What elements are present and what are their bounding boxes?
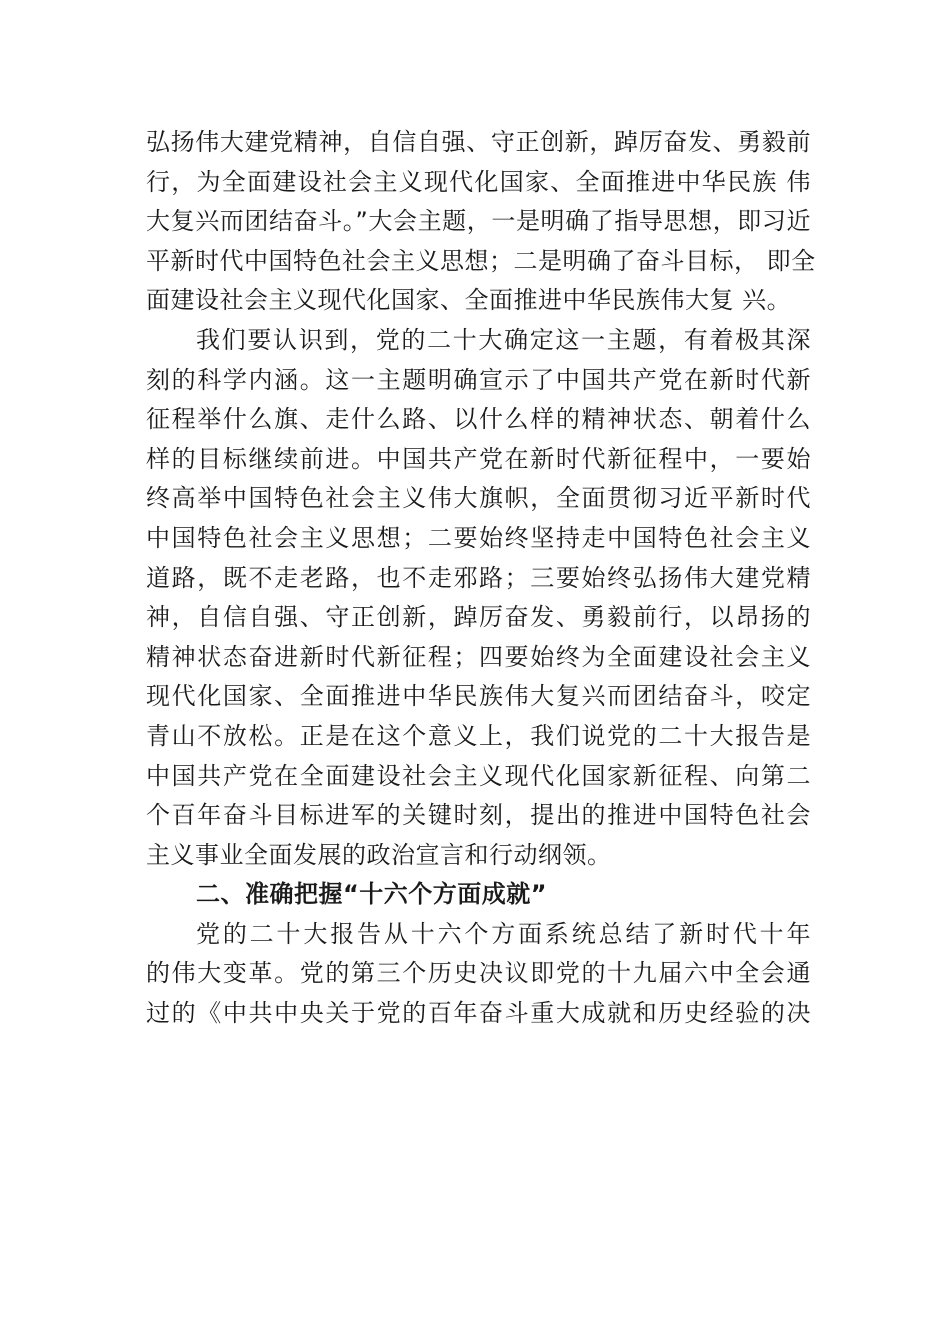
section-heading: 二、准确把握“十六个方面成就”	[196, 880, 548, 909]
paragraph-2	[146, 321, 811, 875]
text-line: 平新时代中国特色社会主义思想；二是明确了奋斗目标， 即全	[146, 246, 816, 275]
text-line: 终高举中国特色社会主义伟大旗帜，全面贯彻习近平新时代	[146, 484, 811, 513]
text-line: 青山不放松。正是在这个意义上，我们说党的二十大报告是	[146, 721, 811, 750]
text-line: 面建设社会主义现代化国家、全面推进中华民族伟大复 兴。	[146, 286, 792, 315]
text-line: 我们要认识到，党的二十大确定这一主题，有着极其深	[196, 325, 811, 354]
document-body	[146, 123, 816, 1034]
text-line: 道路，既不走老路，也不走邪路；三要始终弘扬伟大建党精	[146, 563, 811, 592]
text-line: 个百年奋斗目标进军的关键时刻，提出的推进中国特色社会	[146, 801, 811, 830]
text-line: 神，自信自强、守正创新，踔厉奋发、勇毅前行，以昂扬的	[146, 603, 811, 632]
text-line: 中国共产党在全面建设社会主义现代化国家新征程、向第二	[146, 761, 811, 790]
text-line: 主义事业全面发展的政治宣言和行动纲领。	[146, 840, 612, 869]
text-line: 的伟大变革。党的第三个历史决议即党的十九届六中全会通	[146, 959, 811, 988]
text-line: 征程举什么旗、走什么路、以什么样的精神状态、朝着什么	[146, 405, 811, 434]
text-line: 过的《中共中央关于党的百年奋斗重大成就和历史经验的决	[146, 999, 811, 1028]
text-line: 样的目标继续前进。中国共产党在新时代新征程中，一要始	[146, 444, 811, 473]
text-line: 刻的科学内涵。这一主题明确宣示了中国共产党在新时代新	[146, 365, 811, 394]
text-line: 现代化国家、全面推进中华民族伟大复兴而团结奋斗，咬定	[146, 682, 811, 711]
text-line: 中国特色社会主义思想；二要始终坚持走中国特色社会主义	[146, 523, 811, 552]
text-line: 大复兴而团结奋斗。”大会主题，一是明确了指导思想，即习近	[146, 207, 811, 236]
text-line: 弘扬伟大建党精神，自信自强、守正创新，踔厉奋发、勇毅前	[146, 128, 811, 156]
text-line: 党的二十大报告从十六个方面系统总结了新时代十年	[196, 919, 811, 948]
paragraph-3	[146, 915, 811, 1034]
text-line: 精神状态奋进新时代新征程；四要始终为全面建设社会主义	[146, 642, 811, 671]
text-line: 行，为全面建设社会主义现代化国家、全面推进中华民族 伟	[146, 167, 811, 196]
paragraph-1	[146, 123, 816, 321]
